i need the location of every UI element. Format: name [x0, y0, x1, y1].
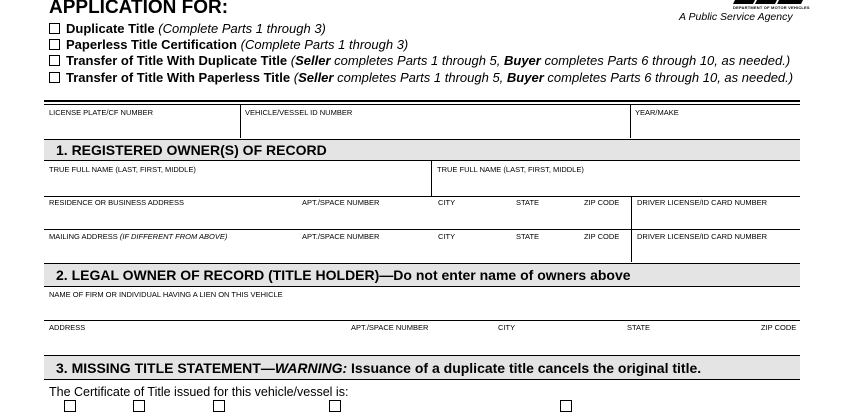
option-paperless-title[interactable]	[49, 37, 408, 52]
city-label: CITY	[438, 198, 456, 207]
form-title: APPLICATION FOR:	[49, 0, 229, 18]
option-transfer-duplicate[interactable]	[49, 53, 790, 68]
divider	[630, 104, 631, 138]
license-plate-label: LICENSE PLATE/CF NUMBER	[49, 108, 154, 117]
option-label: Transfer of Title With Paperless Title	[66, 70, 291, 85]
owner-name-label: TRUE FULL NAME (LAST, FIRST, MIDDLE)	[49, 165, 196, 174]
mailing-address-label: MAILING ADDRESS (IF DIFFERENT FROM ABOVE)	[49, 232, 228, 241]
checkbox[interactable]	[329, 400, 341, 412]
divider	[431, 161, 432, 197]
option-note: (Complete Parts 1 through 3)	[240, 37, 409, 52]
apt-label: APT./SPACE NUMBER	[302, 232, 380, 241]
lienholder-name-label: NAME OF FIRM OR INDIVIDUAL HAVING A LIEN ON THIS VEHICLE	[49, 290, 283, 299]
divider	[44, 100, 800, 102]
section-2-heading: 2. LEGAL OWNER OF RECORD (TITLE HOLDER)—Do not enter name of owners above	[44, 263, 800, 287]
state-label: STATE	[516, 198, 540, 207]
checkbox[interactable]	[49, 23, 60, 34]
divider	[44, 104, 800, 105]
apt-label: APT./SPACE NUMBER	[351, 323, 429, 332]
divider	[240, 104, 241, 138]
city-label: CITY	[438, 232, 456, 241]
option-label: Duplicate Title	[66, 21, 155, 36]
checkbox[interactable]	[49, 72, 60, 83]
checkbox[interactable]	[64, 400, 76, 412]
option-transfer-paperless[interactable]	[49, 70, 793, 85]
divider	[631, 229, 632, 262]
apt-label: APT./SPACE NUMBER	[302, 198, 380, 207]
divider	[44, 196, 800, 197]
state-label: STATE	[516, 232, 540, 241]
co-owner-name-label: TRUE FULL NAME (LAST, FIRST, MIDDLE)	[437, 165, 584, 174]
agency-tagline: A Public Service Agency	[679, 11, 793, 23]
section-1-heading: 1. REGISTERED OWNER(S) OF RECORD	[44, 139, 800, 161]
logo-subtext: DEPARTMENT OF MOTOR VEHICLES	[733, 5, 810, 10]
vin-label: VEHICLE/VESSEL ID NUMBER	[245, 108, 353, 117]
option-label: Transfer of Title With Duplicate Title	[66, 53, 288, 68]
driver-license-label: DRIVER LICENSE/ID CARD NUMBER	[637, 232, 768, 241]
option-duplicate-title[interactable]	[49, 21, 326, 36]
divider	[44, 229, 800, 230]
address-label: ADDRESS	[49, 323, 86, 332]
year-make-label: YEAR/MAKE	[635, 108, 679, 117]
checkbox[interactable]	[560, 400, 572, 412]
residence-address-label: RESIDENCE OR BUSINESS ADDRESS	[49, 198, 185, 207]
divider	[631, 196, 632, 229]
option-label: Paperless Title Certification	[66, 37, 237, 52]
option-note: (Seller completes Parts 1 through 5, Buyer completes Parts 6 through 10, as needed.)	[293, 70, 794, 85]
state-label: STATE	[627, 323, 651, 332]
option-note: (Complete Parts 1 through 3)	[158, 21, 326, 36]
section-3-heading: 3. MISSING TITLE STATEMENT—WARNING: Issuance of a duplicate title cancels the original title.	[44, 355, 800, 380]
zip-label: ZIP CODE	[584, 198, 620, 207]
city-label: CITY	[498, 323, 516, 332]
checkbox[interactable]	[49, 39, 60, 50]
divider	[44, 320, 800, 321]
driver-license-label: DRIVER LICENSE/ID CARD NUMBER	[637, 198, 768, 207]
checkbox[interactable]	[213, 400, 225, 412]
checkbox[interactable]	[133, 400, 145, 412]
title-status-statement: The Certificate of Title issued for this vehicle/vessel is:	[49, 385, 349, 399]
option-note: (Seller completes Parts 1 through 5, Buyer completes Parts 6 through 10, as needed.)	[290, 53, 791, 68]
zip-label: ZIP CODE	[761, 323, 797, 332]
zip-label: ZIP CODE	[584, 232, 620, 241]
dmv-logo	[733, 0, 803, 4]
checkbox[interactable]	[49, 55, 60, 66]
